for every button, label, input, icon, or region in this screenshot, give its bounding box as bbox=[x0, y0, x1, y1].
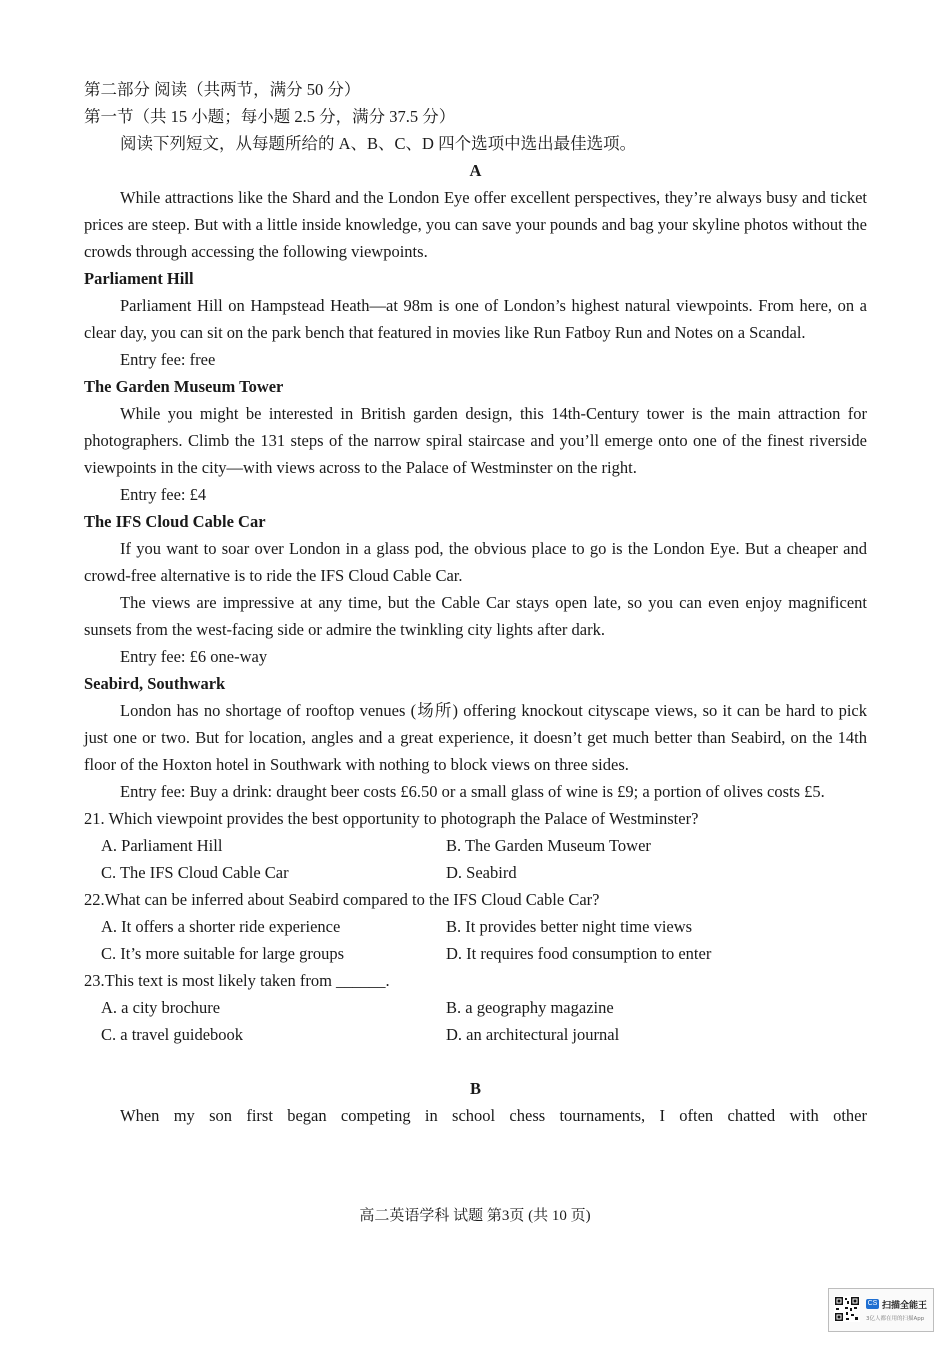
paragraph: Entry fee: Buy a drink: draught beer costs £6.50 or a small glass of wine is £9; a portion of olives costs £5. bbox=[120, 782, 825, 801]
option-b: B. a geography magazine bbox=[446, 998, 614, 1017]
heading-parliament-hill: Parliament Hill bbox=[84, 269, 194, 288]
paragraph: The views are impressive at any time, but the Cable Car stays open late, so you can even enjoy magnificent sunsets from the west-facing side or admire the twinkling city lights after dark. bbox=[84, 593, 867, 639]
option-d: D. It requires food consumption to enter bbox=[446, 944, 712, 963]
option-c: C. It’s more suitable for large groups bbox=[101, 944, 345, 963]
qr-code-icon bbox=[834, 1296, 860, 1322]
question-22: 22.What can be inferred about Seabird compared to the IFS Cloud Cable Car? bbox=[84, 890, 600, 909]
passage-a-intro: While attractions like the Shard and the London Eye offer excellent perspectives, they’re always busy and ticket prices are steep. But with a little inside knowledge, you can save your pounds and bag your skyline photos without the crowds through accessing the following viewpoints. bbox=[84, 188, 867, 261]
camscanner-logo-icon: CS bbox=[867, 1300, 878, 1307]
scanner-app-subtitle: 3亿人都在用的扫描App bbox=[866, 1316, 925, 1322]
question-23: 23.This text is most likely taken from ______. bbox=[84, 971, 390, 990]
heading-seabird-southwark: Seabird, Southwark bbox=[84, 674, 226, 693]
paragraph: While you might be interested in British garden design, this 14th-Century tower is the main attraction for photographers. Climb the 131 steps of the narrow spiral staircase and you’ll emerge onto one of the finest riverside viewpoints in the city—with views across to the Palace of Westminster on the right. bbox=[84, 404, 867, 477]
entry-fee: Entry fee: £4 bbox=[120, 485, 207, 504]
heading-ifs-cloud-cable-car: The IFS Cloud Cable Car bbox=[84, 512, 266, 531]
option-c: C. The IFS Cloud Cable Car bbox=[101, 863, 289, 882]
section-title: 第一节（共 15 小题；每小题 2.5 分，满分 37.5 分） bbox=[84, 107, 456, 126]
question-21-options bbox=[84, 832, 867, 886]
question-21: 21. Which viewpoint provides the best opportunity to photograph the Palace of Westminster? bbox=[84, 809, 699, 828]
paragraph: If you want to soar over London in a glass pod, the obvious place to go is the London Eye. But a cheaper and crowd-free alternative is to ride the IFS Cloud Cable Car. bbox=[84, 539, 867, 585]
paragraph: London has no shortage of rooftop venues (场所) offering knockout cityscape views, so it can be hard to pick just one or two. But for location, angles and a great experience, it doesn’t get much better than Seabird, on the 14th floor of the Hoxton hotel in Southwark with nothing to block views on three sides. bbox=[84, 701, 867, 774]
scanner-app-name: 扫描全能王 bbox=[882, 1301, 928, 1311]
question-23-options bbox=[84, 994, 867, 1048]
option-a: A. Parliament Hill bbox=[101, 836, 223, 855]
passage-b-start: When my son first began competing in school chess tournaments, I often chatted with other bbox=[120, 1106, 867, 1125]
option-a: A. It offers a shorter ride experience bbox=[101, 917, 341, 936]
passage-b-label: B bbox=[469, 1079, 481, 1098]
option-c: C. a travel guidebook bbox=[101, 1025, 244, 1044]
passage-a-label: A bbox=[469, 161, 482, 180]
entry-fee: Entry fee: £6 one-way bbox=[120, 647, 268, 666]
option-a: A. a city brochure bbox=[101, 998, 221, 1017]
exam-page bbox=[84, 76, 867, 1129]
option-d: D. Seabird bbox=[446, 863, 517, 882]
option-b: B. It provides better night time views bbox=[446, 917, 693, 936]
instruction: 阅读下列短文，从每题所给的 A、B、C、D 四个选项中选出最佳选项。 bbox=[120, 134, 637, 153]
scanner-stamp bbox=[828, 1288, 934, 1332]
paragraph: Parliament Hill on Hampstead Heath—at 98m is one of London’s highest natural viewpoints. From here, on a clear day, you can sit on the park bench that featured in movies like Run Fatboy Run and Notes on a Scandal. bbox=[84, 296, 867, 342]
page-footer: 高二英语学科 试题 第3页 (共 10 页) bbox=[359, 1208, 591, 1224]
heading-garden-museum-tower: The Garden Museum Tower bbox=[84, 377, 284, 396]
part-title: 第二部分 阅读（共两节，满分 50 分） bbox=[84, 80, 361, 99]
option-b: B. The Garden Museum Tower bbox=[446, 836, 651, 855]
question-22-options bbox=[84, 913, 867, 967]
option-d: D. an architectural journal bbox=[446, 1025, 620, 1044]
entry-fee: Entry fee: free bbox=[120, 350, 216, 369]
